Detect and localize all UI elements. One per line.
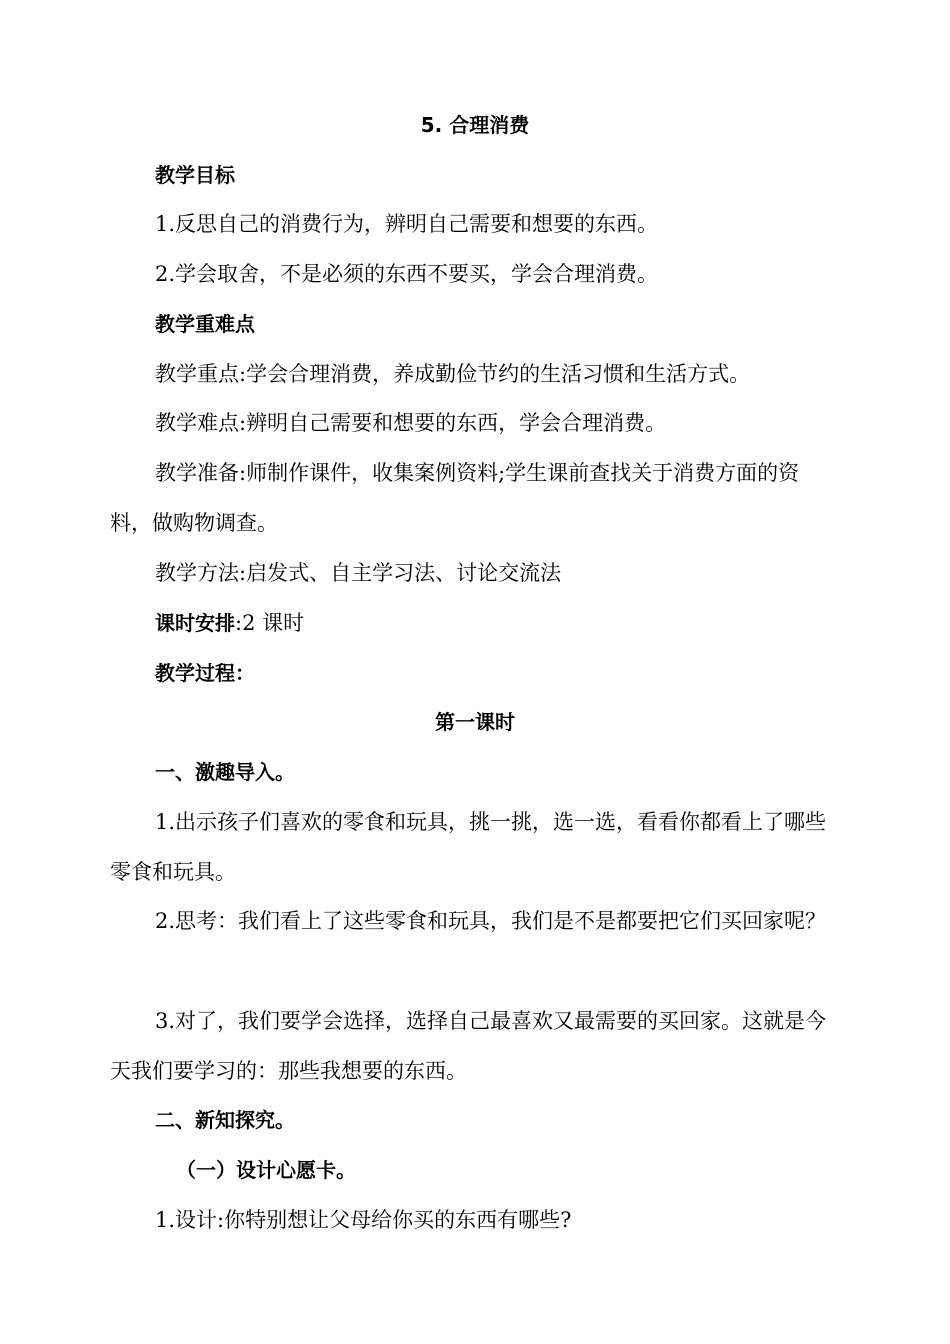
preparation-paragraph: 教学准备:师制作课件，收集案例资料;学生课前查找关于消费方面的资料，做购物调查。	[110, 461, 800, 535]
section-heading: 二、新知探究。	[155, 1108, 295, 1132]
design-paragraph: 1.设计:你特别想让父母给你买的东西有哪些?	[155, 1208, 572, 1232]
subsection-heading: （一）设计心愿卡。	[176, 1158, 356, 1182]
process-heading: 教学过程：	[155, 661, 255, 685]
document-title: 5. 合理消费	[420, 113, 530, 137]
key-points-heading: 教学重难点	[155, 312, 255, 336]
method-paragraph: 教学方法:启发式、自主学习法、讨论交流法	[155, 561, 562, 585]
difficult-point-paragraph: 教学难点:辨明自己需要和想要的东西，学会合理消费。	[155, 411, 667, 435]
intro-paragraph: 3.对了，我们要学会选择，选择自己最喜欢又最需要的买回家。这就是今天我们要学习的：那些我想要的东西。	[110, 1009, 827, 1083]
intro-paragraph: 2.思考：我们看上了这些零食和玩具，我们是不是都要把它们买回家呢？	[155, 909, 827, 933]
objectives-heading: 教学目标	[155, 163, 235, 187]
section-heading: 一、激趣导入。	[155, 760, 295, 784]
objective-item: 2.学会取舍，不是必须的东西不要买，学会合理消费。	[155, 262, 659, 286]
objective-item: 1.反思自己的消费行为，辨明自己需要和想要的东西。	[155, 212, 659, 236]
schedule-paragraph	[110, 598, 840, 648]
key-point-paragraph: 教学重点:学会合理消费，养成勤俭节约的生活习惯和生活方式。	[155, 362, 751, 386]
intro-paragraph: 1.出示孩子们喜欢的零食和玩具，挑一挑，选一选，看看你都看上了哪些零食和玩具。	[110, 810, 827, 884]
schedule-value: :2 课时	[235, 611, 305, 635]
schedule-label: 课时安排	[155, 611, 235, 635]
lesson-heading: 第一课时	[435, 710, 515, 734]
